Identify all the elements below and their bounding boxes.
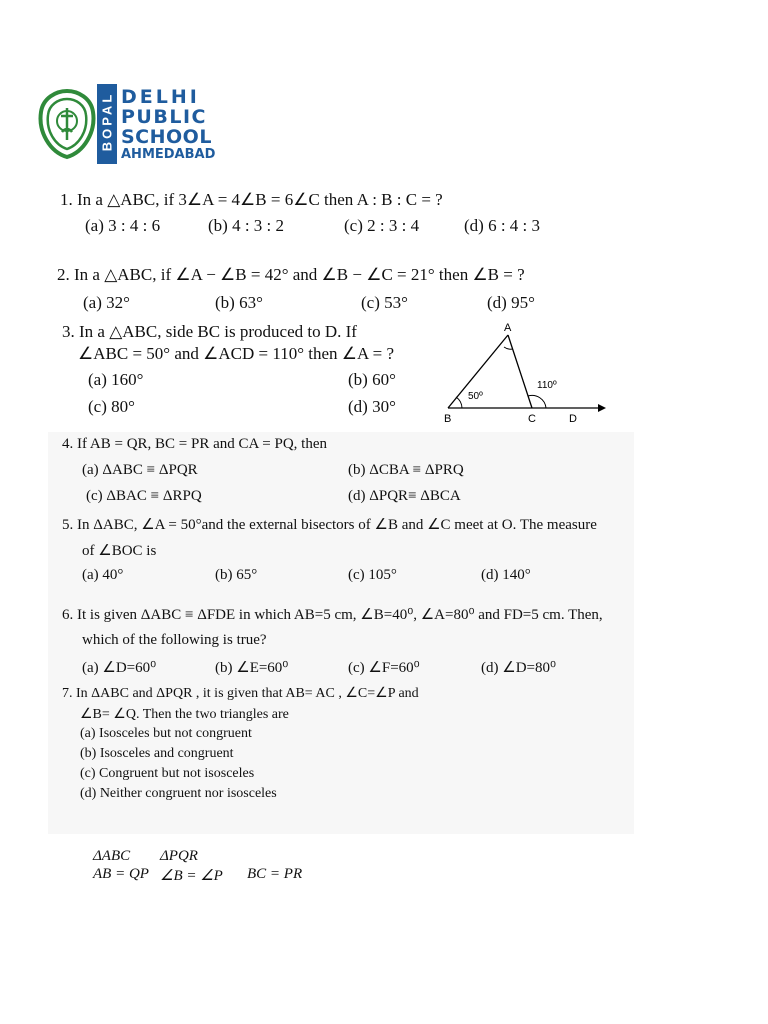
q6-option-b: (b) ∠E=60⁰: [215, 660, 289, 676]
note-triangle-pqr: ΔPQR: [160, 848, 198, 864]
question-5-line-1: 5. In ΔABC, ∠A = 50°and the external bisectors of ∠B and ∠C meet at O. The measure: [62, 517, 597, 533]
question-5-line-2: of ∠BOC is: [82, 543, 157, 559]
q6-option-a: (a) ∠D=60⁰: [82, 660, 157, 676]
q1-option-d: (d) 6 : 4 : 3: [464, 216, 541, 235]
q2-option-d: (d) 95°: [487, 293, 535, 312]
q1-option-b: (b) 4 : 3 : 2: [208, 216, 285, 235]
q4-option-c: (c) ΔBAC ≡ ΔRPQ: [86, 488, 202, 504]
q3-option-a: (a) 160°: [88, 370, 144, 389]
arrow-head-icon: [598, 404, 606, 412]
question-3-line-1: 3. In a △ABC, side BC is produced to D. If: [62, 322, 357, 341]
label-d: D: [569, 413, 577, 425]
note-bc-pr: BC = PR: [247, 866, 303, 882]
q5-option-a: (a) 40°: [82, 567, 124, 583]
triangle-diagram: [438, 318, 608, 428]
q2-option-a: (a) 32°: [83, 293, 130, 312]
logo-line-4: AHMEDABAD: [121, 147, 216, 162]
question-4: 4. If AB = QR, BC = PR and CA = PQ, then: [62, 436, 327, 452]
q6-option-c: (c) ∠F=60⁰: [348, 660, 420, 676]
q4-option-b: (b) ΔCBA ≡ ΔPRQ: [348, 462, 464, 478]
label-b: B: [444, 413, 452, 425]
side-ac: [508, 335, 532, 408]
question-7-line-2: ∠B= ∠Q. Then the two triangles are: [80, 707, 289, 722]
label-c: C: [528, 413, 536, 425]
angle-c-label: 110º: [537, 380, 557, 391]
logo-side-band: [97, 84, 117, 164]
q5-option-b: (b) 65°: [215, 567, 258, 583]
school-emblem-icon: [36, 88, 98, 160]
q5-option-c: (c) 105°: [348, 567, 397, 583]
note-triangle-abc: ΔABC: [93, 848, 131, 864]
question-1: 1. In a △ABC, if 3∠A = 4∠B = 6∠C then A : B : C = ?: [60, 190, 443, 209]
question-6-line-1: 6. It is given ΔABC ≡ ΔFDE in which AB=5 cm, ∠B=40⁰, ∠A=80⁰ and FD=5 cm. Then,: [62, 607, 603, 623]
question-6-line-2: which of the following is true?: [82, 632, 267, 648]
q4-option-a: (a) ΔABC ≡ ΔPQR: [82, 462, 198, 478]
q2-option-b: (b) 63°: [215, 293, 263, 312]
logo-side-text: BOPAL: [99, 91, 115, 152]
question-2: 2. In a △ABC, if ∠A − ∠B = 42° and ∠B − ∠C = 21° then ∠B = ?: [57, 265, 525, 284]
logo-line-1: DELHI: [121, 86, 200, 108]
note-angle-b-p: ∠B = ∠P: [160, 868, 223, 884]
q1-option-c: (c) 2 : 3 : 4: [344, 216, 420, 235]
question-3-line-2: ∠ABC = 50° and ∠ACD = 110° then ∠A = ?: [78, 344, 394, 363]
q7-option-d: (d) Neither congruent nor isosceles: [80, 786, 277, 801]
q4-option-d: (d) ΔPQR≡ ΔBCA: [348, 488, 461, 504]
angle-b-arc: [456, 397, 462, 408]
q1-option-a: (a) 3 : 4 : 6: [85, 216, 161, 235]
angle-b-label: 50º: [468, 391, 483, 402]
logo-line-3: SCHOOL: [121, 126, 212, 148]
q3-option-b: (b) 60°: [348, 370, 396, 389]
q6-option-d: (d) ∠D=80⁰: [481, 660, 556, 676]
q3-option-c: (c) 80°: [88, 397, 135, 416]
note-ab-qp: AB = QP: [93, 866, 149, 882]
q7-option-a: (a) Isosceles but not congruent: [80, 726, 252, 741]
q7-option-c: (c) Congruent but not isosceles: [80, 766, 255, 781]
q2-option-c: (c) 53°: [361, 293, 408, 312]
q3-option-d: (d) 30°: [348, 397, 396, 416]
q5-option-d: (d) 140°: [481, 567, 531, 583]
question-7-line-1: 7. In ΔABC and ΔPQR , it is given that AB= AC , ∠C=∠P and: [62, 686, 419, 701]
logo-line-2: PUBLIC: [121, 106, 207, 128]
label-a: A: [504, 322, 512, 334]
q7-option-b: (b) Isosceles and congruent: [80, 746, 234, 761]
